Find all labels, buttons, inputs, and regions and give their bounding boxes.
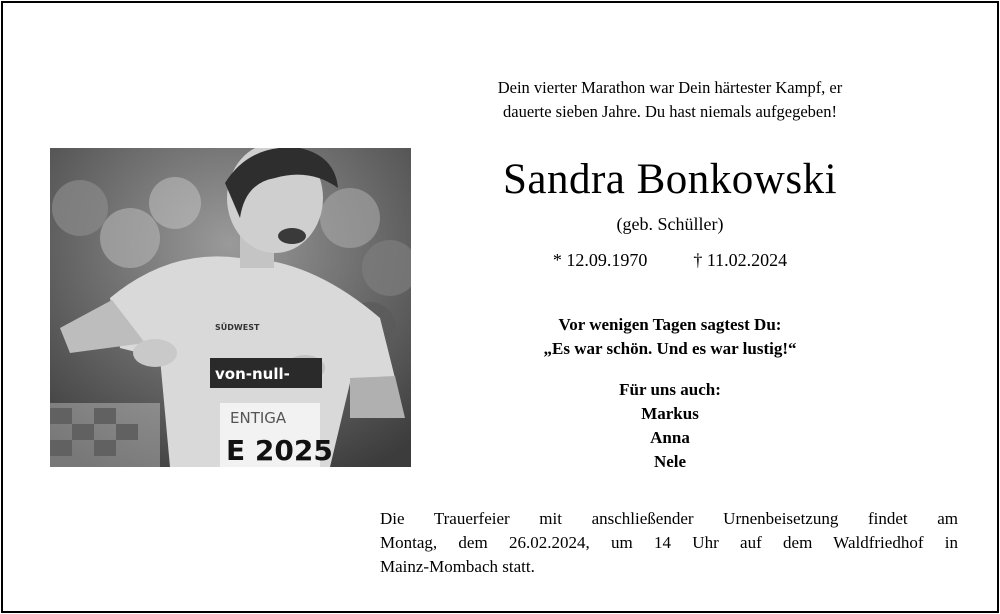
shirt-logo: SÜDWEST (215, 323, 260, 332)
life-dates (420, 247, 920, 273)
mourner-name: Nele (653, 452, 687, 471)
portrait-photo (50, 148, 411, 467)
quote-line-1: Vor wenigen Tagen sagtest Du: (558, 315, 782, 334)
mourner-name: Anna (650, 428, 690, 447)
service-line-3: Mainz-Mombach statt. (380, 557, 535, 576)
mourner-name: Markus (641, 404, 699, 423)
mourners-list (420, 378, 920, 474)
intro-text (420, 76, 920, 124)
intro-line-1: Dein vierter Marathon war Dein härtester Kampf, er (497, 78, 843, 97)
service-line-1: Die Trauerfeier mit anschließender Urnenbeisetzung findet am (380, 509, 958, 528)
birth-date: * 12.09.1970 (552, 250, 648, 270)
runner-photo (50, 148, 411, 467)
bib-number: E 2025 (226, 434, 333, 467)
banner-text: von-null- (215, 365, 290, 383)
service-line-2: Montag, dem 26.02.2024, um 14 Uhr auf dem Waldfriedhof in (380, 533, 958, 552)
intro-line-2: dauerte sieben Jahre. Du hast niemals aufgegeben! (503, 102, 837, 121)
quote-line-2: „Es war schön. Und es war lustig!“ (543, 339, 797, 358)
maiden-name: (geb. Schüller) (616, 214, 724, 234)
bib-label: ENTIGA (230, 409, 287, 427)
death-date: † 11.02.2024 (693, 250, 788, 270)
deceased-name: Sandra Bonkowski (502, 156, 838, 203)
funeral-service-info (380, 507, 958, 579)
mourners-heading: Für uns auch: (619, 380, 721, 399)
last-words (420, 313, 920, 361)
